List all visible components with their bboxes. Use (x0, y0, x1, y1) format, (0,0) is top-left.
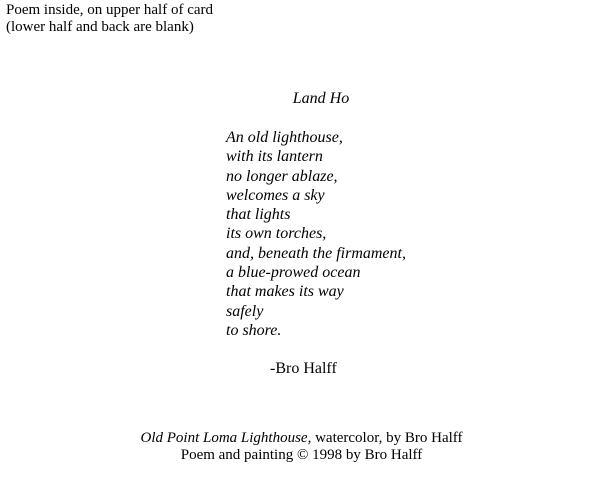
poem-line: no longer ablaze, (226, 167, 338, 185)
poem-line: its own torches, (226, 225, 327, 243)
poem-line: with its lantern (226, 148, 323, 166)
poem-body (226, 128, 406, 340)
poem-line: to shore. (226, 321, 282, 339)
poem-line: welcomes a sky (226, 186, 325, 204)
card-note-line-1: Poem inside, on upper half of card (6, 2, 214, 18)
copyright-line: Poem and painting © 1998 by Bro Halff (180, 447, 423, 463)
painting-credit (0, 430, 600, 447)
poem-signature: -Bro Halff (270, 360, 337, 377)
credits (0, 430, 600, 464)
poem-line: that makes its way (226, 283, 344, 301)
card-note-line-2: (lower half and back are blank) (6, 19, 194, 35)
poem-title: Land Ho (292, 90, 350, 107)
poem-line: An old lighthouse, (226, 129, 343, 146)
painting-title: Old Point Loma Lighthouse, (140, 430, 312, 446)
card-note (6, 2, 213, 36)
poem-line: safely (226, 302, 264, 320)
poem-line: a blue-prowed ocean (226, 264, 361, 282)
poem-line: that lights (226, 206, 291, 224)
poem-line: and, beneath the firmament, (226, 244, 406, 262)
painting-description: watercolor, by Bro Halff (311, 430, 463, 446)
